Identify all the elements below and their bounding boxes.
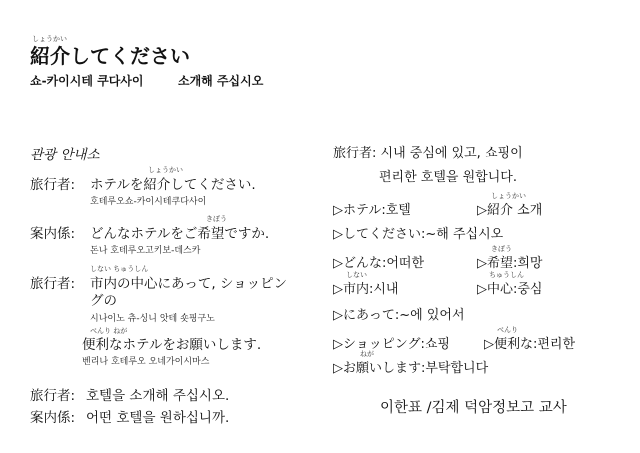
line2-speaker: 案内係:: [30, 226, 76, 242]
vocab-6a: ▷ショッピング:쇼핑: [333, 337, 450, 352]
author-credit: 이한표 /김제 덕암정보고 교사: [380, 400, 567, 416]
vocab-2a: ▷してください:~해 주십시오: [333, 227, 504, 242]
vocab-1b: ▷紹介 소개: [477, 203, 543, 218]
line4-text: 便利なホテルをお願いします.: [82, 337, 262, 353]
korean2-text: 어떤 호텔을 원하십니까.: [86, 410, 230, 426]
title-meaning: 소개해 주십시오: [178, 74, 264, 88]
vocab-3b: ▷希望:희망: [477, 256, 543, 271]
line3-text-cont: グの: [90, 293, 117, 309]
vocab-1b-ruby: しょうかい: [491, 192, 526, 200]
vocab-7a-ruby: ねが: [360, 350, 374, 358]
line3-ruby: しない ちゅうしん: [90, 265, 149, 273]
line4-ruby: べんり ねが: [90, 327, 128, 335]
korean2-speaker: 案内係:: [30, 410, 76, 426]
line3-pron: 시나이노 츄-싱니 앗테 숏핑구노: [90, 314, 215, 324]
line2-pron: 돈나 호테루오고키보-데스카: [90, 246, 201, 256]
vocab-5a: ▷にあって:~에 있어서: [333, 308, 465, 323]
vocab-7a: ▷お願いします:부탁합니다: [333, 361, 489, 376]
page-title: 紹介してください: [30, 44, 190, 68]
line1-ruby: しょうかい: [148, 166, 183, 174]
section-title: 관광 안내소: [30, 147, 100, 163]
vocab-4a-ruby: しない: [346, 271, 367, 279]
right-line1: 旅行者: 시내 중심에 있고, 쇼핑이: [333, 146, 523, 161]
korean1-speaker: 旅行者:: [30, 388, 76, 404]
vocab-3a: ▷どんな:어떠한: [333, 256, 425, 271]
vocab-1a: ▷ホテル:호텔: [333, 203, 411, 218]
vocab-4b: ▷中心:중심: [477, 282, 543, 297]
line1-text: ホテルを紹介してください.: [90, 177, 256, 193]
korean1-text: 호텔을 소개해 주십시오.: [86, 388, 230, 404]
line1-speaker: 旅行者:: [30, 177, 76, 193]
line3-text: 市内の中心にあって, ショッピン: [90, 276, 288, 292]
vocab-3b-ruby: きぼう: [491, 245, 512, 253]
vocab-6b: ▷便利な:편리한: [484, 337, 576, 352]
title-pronunciation: 쇼-카이시테 쿠다사이: [30, 74, 144, 88]
line2-text: どんなホテルをご希望ですか.: [90, 226, 270, 242]
line4-pron: 벤리나 호테루오 오네가이시마스: [82, 357, 210, 367]
line1-pron: 호테루오쇼-카이시테쿠다사이: [90, 197, 207, 207]
right-line2: 편리한 호텔을 원합니다.: [379, 170, 517, 185]
line2-ruby: きぼう: [206, 215, 227, 223]
line3-speaker: 旅行者:: [30, 276, 76, 292]
title-ruby: しょうかい: [32, 35, 67, 43]
vocab-4a: ▷市内:시내: [333, 282, 399, 297]
vocab-4b-ruby: ちゅうしん: [489, 271, 524, 279]
vocab-6b-ruby: べんり: [497, 326, 518, 334]
